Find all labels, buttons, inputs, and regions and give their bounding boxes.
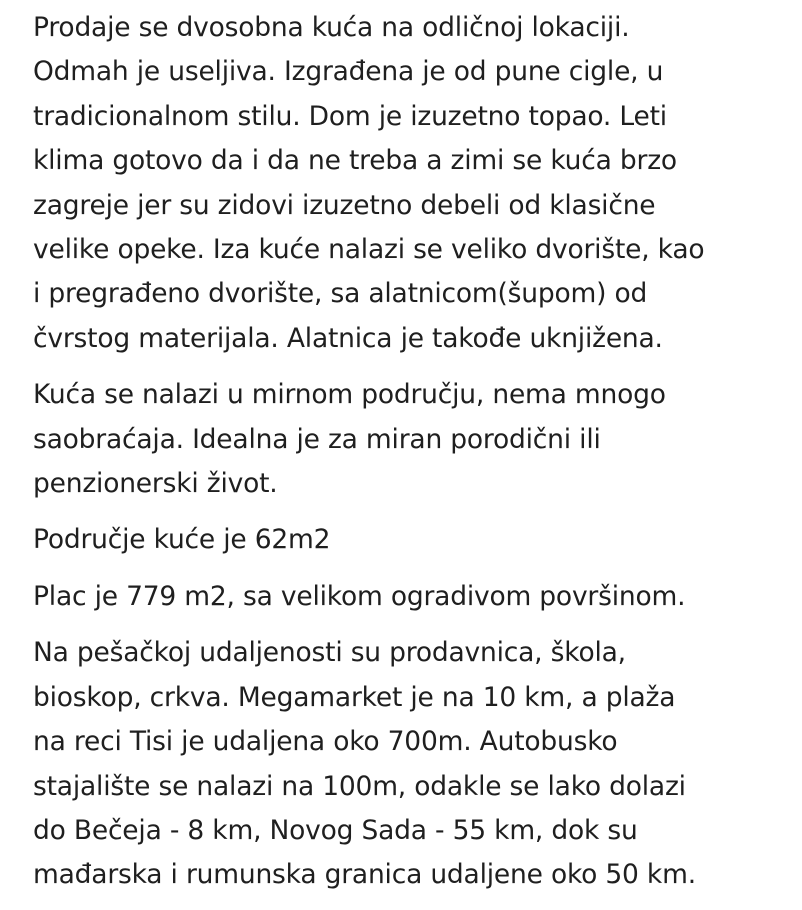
text-line: na reci Tisi je udaljena oko 700m. Autobusko: [33, 726, 618, 758]
paragraph-house-features: [33, 6, 793, 361]
text-line: stajalište se nalazi na 100m, odakle se lako dolazi: [33, 770, 686, 802]
text-line: mađarska i rumunska granica udaljene oko 50 km.: [33, 859, 696, 891]
text-line: Prodaje se dvosobna kuća na odličnoj lokaciji.: [33, 12, 630, 43]
text-line: i pregrađeno dvorište, sa alatnicom(šupom) od: [33, 278, 648, 310]
property-description: [33, 6, 793, 910]
text-line: do Bečeja - 8 km, Novog Sada - 55 km, dok su: [33, 814, 638, 846]
text-line: zagreje jer su zidovi izuzetno debeli od klasične: [33, 189, 656, 221]
text-line: penzionerski život.: [33, 468, 278, 500]
text-line: saobraćaja. Idealna je za miran porodični ili: [33, 423, 601, 455]
paragraph-lot-area: [33, 575, 793, 619]
text-line: čvrstog materijala. Alatnica je takođe uknjižena.: [33, 322, 663, 354]
text-line: Plac je 779 m2, sa velikom ogradivom površinom.: [33, 580, 686, 612]
text-line: Područje kuće je 62m2: [33, 524, 331, 556]
text-line: velike opeke. Iza kuće nalazi se veliko dvorište, kao: [33, 234, 705, 266]
paragraph-house-area: [33, 518, 793, 562]
text-line: Kuća se nalazi u mirnom području, nema mnogo: [33, 379, 666, 411]
text-line: bioskop, crkva. Megamarket je na 10 km, a plaža: [33, 681, 676, 713]
text-line: klima gotovo da i da ne treba a zimi se kuća brzo: [33, 145, 677, 177]
text-line: Odmah je useljiva. Izgrađena je od pune cigle, u: [33, 56, 664, 88]
paragraph-neighborhood: [33, 373, 793, 506]
text-line: tradicionalnom stilu. Dom je izuzetno topao. Leti: [33, 100, 667, 132]
paragraph-nearby-amenities: [33, 631, 793, 897]
text-line: Na pešačkoj udaljenosti su prodavnica, škola,: [33, 637, 626, 669]
